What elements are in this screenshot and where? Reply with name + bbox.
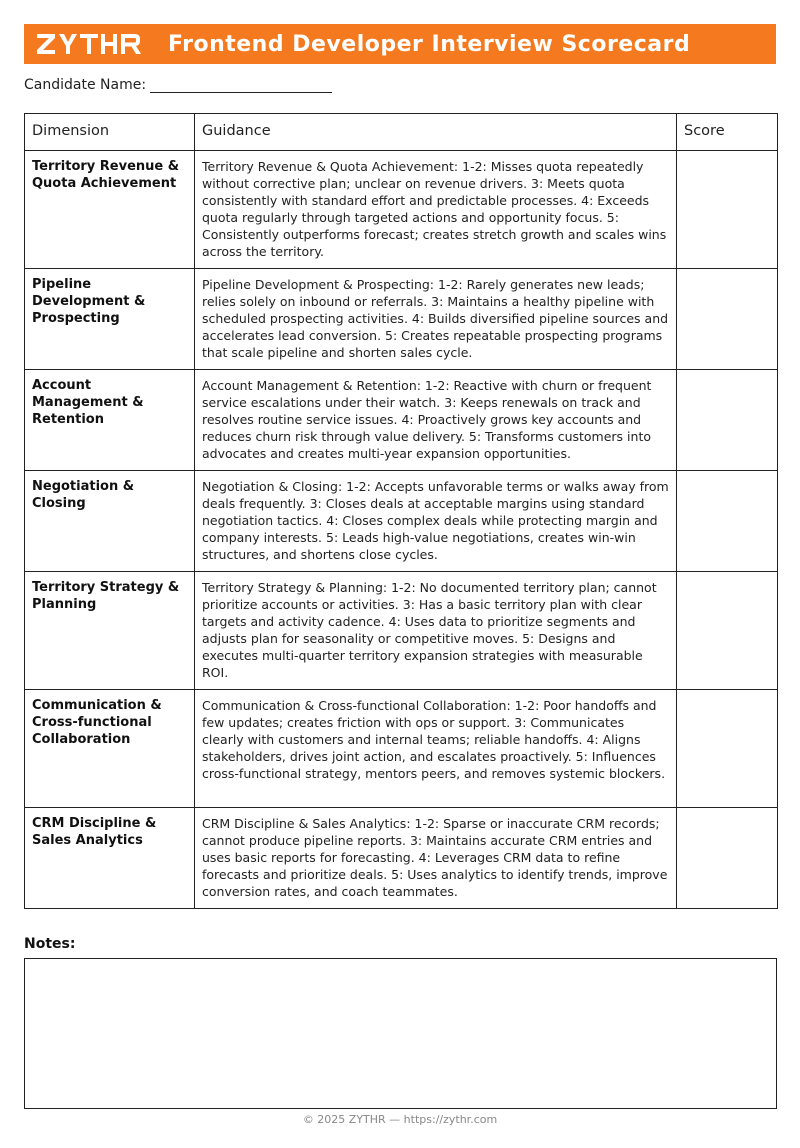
table-row — [25, 808, 778, 909]
table-row — [25, 370, 778, 471]
dimension-cell: Account Management & Retention — [25, 370, 195, 471]
table-header-row — [25, 114, 778, 151]
dimension-cell: Territory Revenue & Quota Achievement — [25, 151, 195, 269]
dimension-cell: CRM Discipline & Sales Analytics — [25, 808, 195, 909]
notes-area[interactable] — [24, 958, 777, 1109]
table-row — [25, 269, 778, 370]
dimension-cell: Negotiation & Closing — [25, 471, 195, 572]
candidate-name-row — [24, 77, 332, 93]
guidance-cell: CRM Discipline & Sales Analytics: 1-2: Sparse or inaccurate CRM records; cannot produce pipeline reports. 3: Maintains accurate CRM entries and uses basic reports for forecasting. 4: Leverages CRM data to refine forecasts and prioritize deals. 5: Uses analytics to identify trends, improve conversion rates, and coach teammates. — [195, 808, 677, 909]
guidance-cell: Pipeline Development & Prospecting: 1-2: Rarely generates new leads; relies solely on inbound or referrals. 3: Maintains a healthy pipeline with scheduled prospecting activities. 4: Builds diversified pipeline sources and accelerates lead conversion. 5: Creates repeatable prospecting programs that scale pipeline and shorten sales cycle. — [195, 269, 677, 370]
score-cell[interactable] — [677, 269, 778, 370]
score-cell[interactable] — [677, 370, 778, 471]
notes-label: Notes: — [24, 936, 76, 952]
dimension-cell: Communication & Cross-functional Collaboration — [25, 690, 195, 808]
guidance-cell: Negotiation & Closing: 1-2: Accepts unfavorable terms or walks away from deals frequently. 3: Closes deals at acceptable margins using standard negotiation tactics. 4: Closes complex deals while protecting margin and company interests. 5: Leads high-value negotiations, creates win-win structures, and shortens close cycles. — [195, 471, 677, 572]
table-row — [25, 690, 778, 808]
score-cell[interactable] — [677, 572, 778, 690]
zythr-logo — [36, 30, 148, 58]
candidate-name-label: Candidate Name: — [24, 77, 147, 93]
dimension-cell: Territory Strategy & Planning — [25, 572, 195, 690]
score-cell[interactable] — [677, 151, 778, 269]
footer-copyright: © 2025 ZYTHR — https://zythr.com — [302, 1113, 498, 1126]
table-row — [25, 572, 778, 690]
guidance-cell: Account Management & Retention: 1-2: Reactive with churn or frequent service escalations under their watch. 3: Keeps renewals on track and resolves routine service issues. 4: Proactively grows key accounts and reduces churn risk through value delivery. 5: Transforms customers into advocates and creates multi-year expansion opportunities. — [195, 370, 677, 471]
score-cell[interactable] — [677, 808, 778, 909]
header-guidance: Guidance — [195, 114, 677, 151]
header-banner — [24, 24, 776, 64]
table-row — [25, 471, 778, 572]
candidate-name-line — [150, 78, 332, 93]
score-cell[interactable] — [677, 690, 778, 808]
guidance-cell: Communication & Cross-functional Collaboration: 1-2: Poor handoffs and few updates; creates friction with ops or support. 3: Communicates clearly with customers and internal teams; reliable handoffs. 4: Aligns stakeholders, drives joint action, and escalates proactively. 5: Influences cross-functional strategy, mentors peers, and removes systemic blockers. — [195, 690, 677, 808]
scorecard-table — [24, 113, 778, 909]
dimension-cell: Pipeline Development & Prospecting — [25, 269, 195, 370]
score-cell[interactable] — [677, 471, 778, 572]
header-dimension: Dimension — [25, 114, 195, 151]
guidance-cell: Territory Revenue & Quota Achievement: 1-2: Misses quota repeatedly without corrective plan; unclear on revenue drivers. 3: Meets quota consistently with standard effort and predictable processes. 4: Exceeds quota regularly through targeted actions and opportunity focus. 5: Consistently outperforms forecast; creates stretch growth and scales wins across the territory. — [195, 151, 677, 269]
page-title: Frontend Developer Interview Scorecard — [168, 31, 691, 57]
guidance-cell: Territory Strategy & Planning: 1-2: No documented territory plan; cannot prioritize accounts or activities. 3: Has a basic territory plan with clear targets and activity cadence. 4: Uses data to prioritize segments and adjusts plan for seasonality or competitive moves. 5: Designs and executes multi-quarter territory expansion strategies with measurable ROI. — [195, 572, 677, 690]
table-row — [25, 151, 778, 269]
zythr-logo-mark — [36, 30, 148, 58]
header-score: Score — [677, 114, 778, 151]
